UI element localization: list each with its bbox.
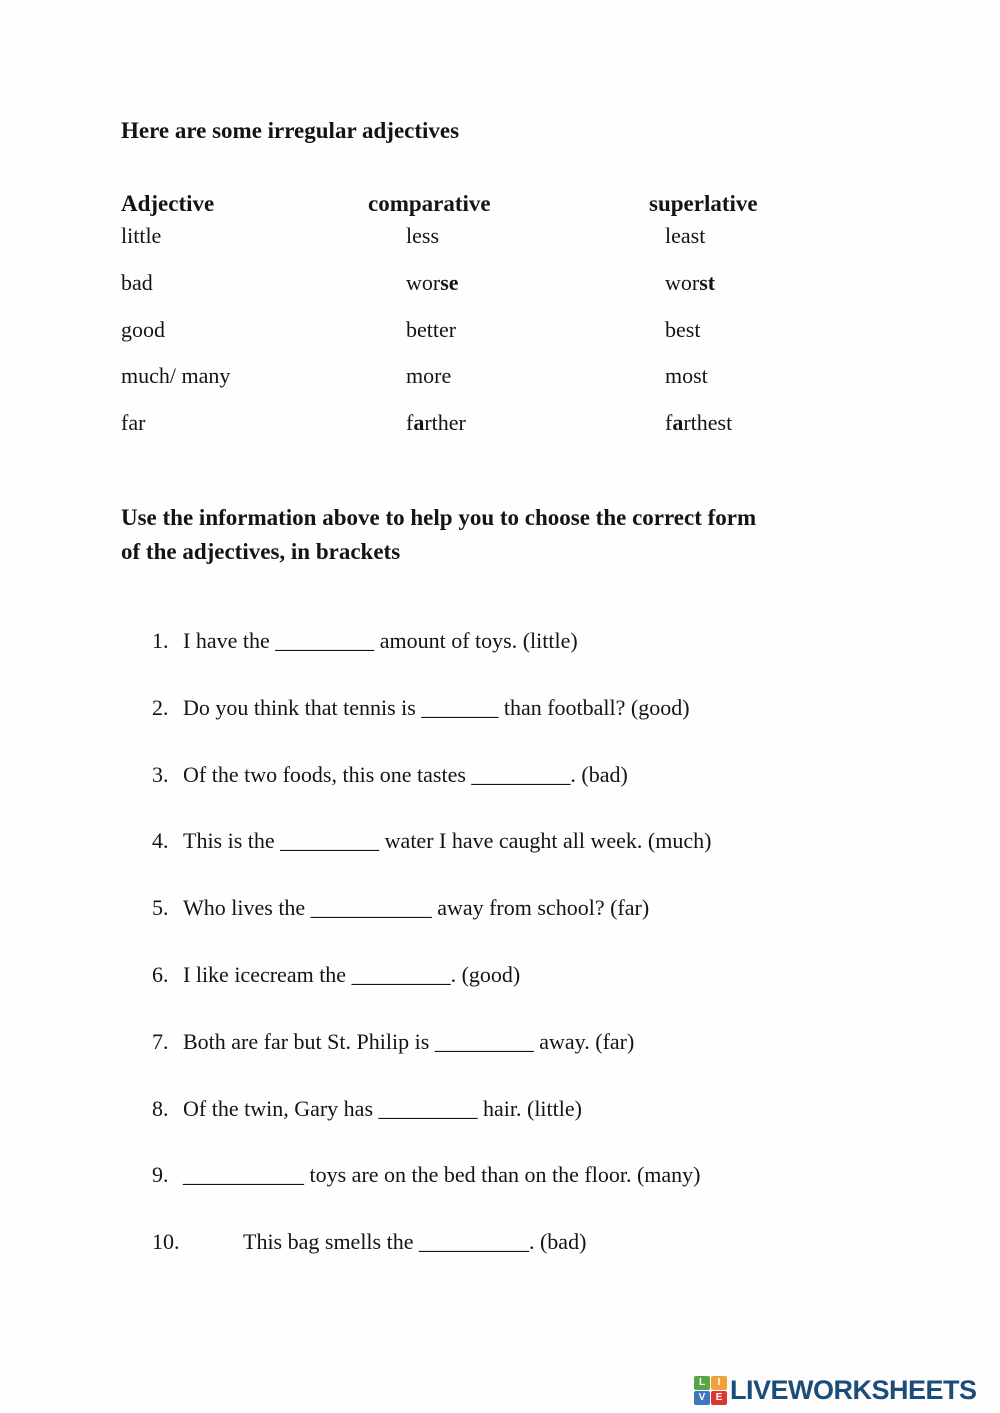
liveworksheets-logo[interactable] [694, 1374, 977, 1407]
comparative-bold: a [413, 410, 425, 436]
superlative-cell [665, 223, 705, 249]
question-text[interactable]: Both are far but St. Philip is _________ away. (far) [183, 1028, 635, 1054]
comparative-cell [406, 223, 439, 249]
column-header-superlative: superlative [649, 191, 758, 216]
question-text[interactable]: ___________ toys are on the bed than on the floor. (many) [183, 1162, 701, 1188]
comparative-bold: se [440, 269, 459, 295]
question-number: 4. [152, 828, 169, 854]
column-header-adjective: Adjective [121, 191, 215, 216]
question-number: 3. [152, 761, 169, 787]
liveworksheets-wordmark: LIVEWORKSHEETS [730, 1375, 977, 1405]
superlative-text: wor [665, 269, 700, 295]
question-number: 7. [152, 1028, 169, 1054]
table-row [0, 223, 1000, 270]
question-text[interactable]: Of the two foods, this one tastes _________. (bad) [183, 761, 628, 787]
superlative-bold: st [699, 269, 716, 295]
table-row [0, 363, 1000, 410]
comparative-cell [406, 363, 451, 389]
question-row [152, 1029, 982, 1096]
adjective-cell: bad [121, 269, 153, 295]
table-row [0, 410, 1000, 457]
question-text[interactable]: I like icecream the _________. (good) [183, 961, 521, 987]
question-text[interactable]: Of the twin, Gary has _________ hair. (little) [183, 1095, 582, 1121]
superlative-cell [665, 270, 715, 296]
question-text[interactable]: I have the _________ amount of toys. (little) [183, 628, 578, 653]
column-header-comparative: comparative [368, 191, 491, 216]
comparative-cell [406, 270, 459, 296]
comparative-text: better [406, 316, 457, 342]
question-text[interactable]: Who lives the ___________ away from school? (far) [183, 895, 650, 921]
adjective-cell: far [121, 410, 146, 436]
question-number: 9. [152, 1162, 169, 1188]
comparative-cell [406, 317, 456, 343]
instructions-line-1: Use the information above to help you to choose the correct form [121, 505, 757, 530]
superlative-text: best [665, 316, 701, 342]
superlative-text: f [665, 410, 673, 436]
question-number: 5. [152, 895, 169, 921]
question-row [152, 695, 982, 762]
comparative-text: wor [406, 269, 441, 295]
question-row [152, 1096, 982, 1163]
comparative-cell [406, 410, 466, 436]
adjective-table [0, 223, 1000, 457]
table-row [0, 317, 1000, 364]
adjective-cell: much/ many [121, 363, 231, 389]
comparative-text: more [406, 363, 452, 389]
superlative-cell [665, 317, 700, 343]
question-row [152, 962, 982, 1029]
question-number: 8. [152, 1095, 169, 1121]
question-number: 2. [152, 694, 169, 720]
instructions [121, 501, 756, 569]
tile-letter-e: E [711, 1391, 727, 1405]
comparative-text: less [406, 223, 439, 248]
adjective-cell: good [121, 316, 165, 342]
question-list [152, 628, 982, 1296]
page-title: Here are some irregular adjectives [121, 118, 460, 143]
question-row [152, 1162, 982, 1229]
question-row [152, 762, 982, 829]
instructions-line-2: of the adjectives, in brackets [121, 539, 401, 564]
question-text[interactable]: This bag smells the __________. (bad) [243, 1229, 587, 1255]
comparative-text: rther [424, 410, 466, 436]
question-number: 6. [152, 961, 169, 987]
superlative-text: rthest [683, 410, 733, 436]
tile-letter-v: V [694, 1391, 710, 1405]
question-number: 10. [152, 1229, 180, 1255]
question-row [152, 828, 982, 895]
table-row [0, 270, 1000, 317]
question-row [152, 628, 982, 695]
question-text[interactable]: This is the _________ water I have caught all week. (much) [183, 828, 712, 854]
question-row [152, 895, 982, 962]
superlative-bold: a [672, 410, 684, 436]
question-row [152, 1229, 982, 1296]
superlative-cell [665, 363, 708, 389]
superlative-text: most [665, 363, 708, 389]
comparative-text: f [406, 410, 414, 436]
superlative-cell [665, 410, 732, 436]
liveworksheets-tiles-icon [694, 1376, 727, 1405]
tile-letter-i: I [711, 1376, 727, 1390]
adjective-cell: little [121, 223, 162, 248]
tile-letter-l: L [694, 1376, 710, 1390]
question-number: 1. [152, 628, 169, 653]
superlative-text: least [665, 223, 706, 248]
question-text[interactable]: Do you think that tennis is _______ than football? (good) [183, 694, 690, 720]
